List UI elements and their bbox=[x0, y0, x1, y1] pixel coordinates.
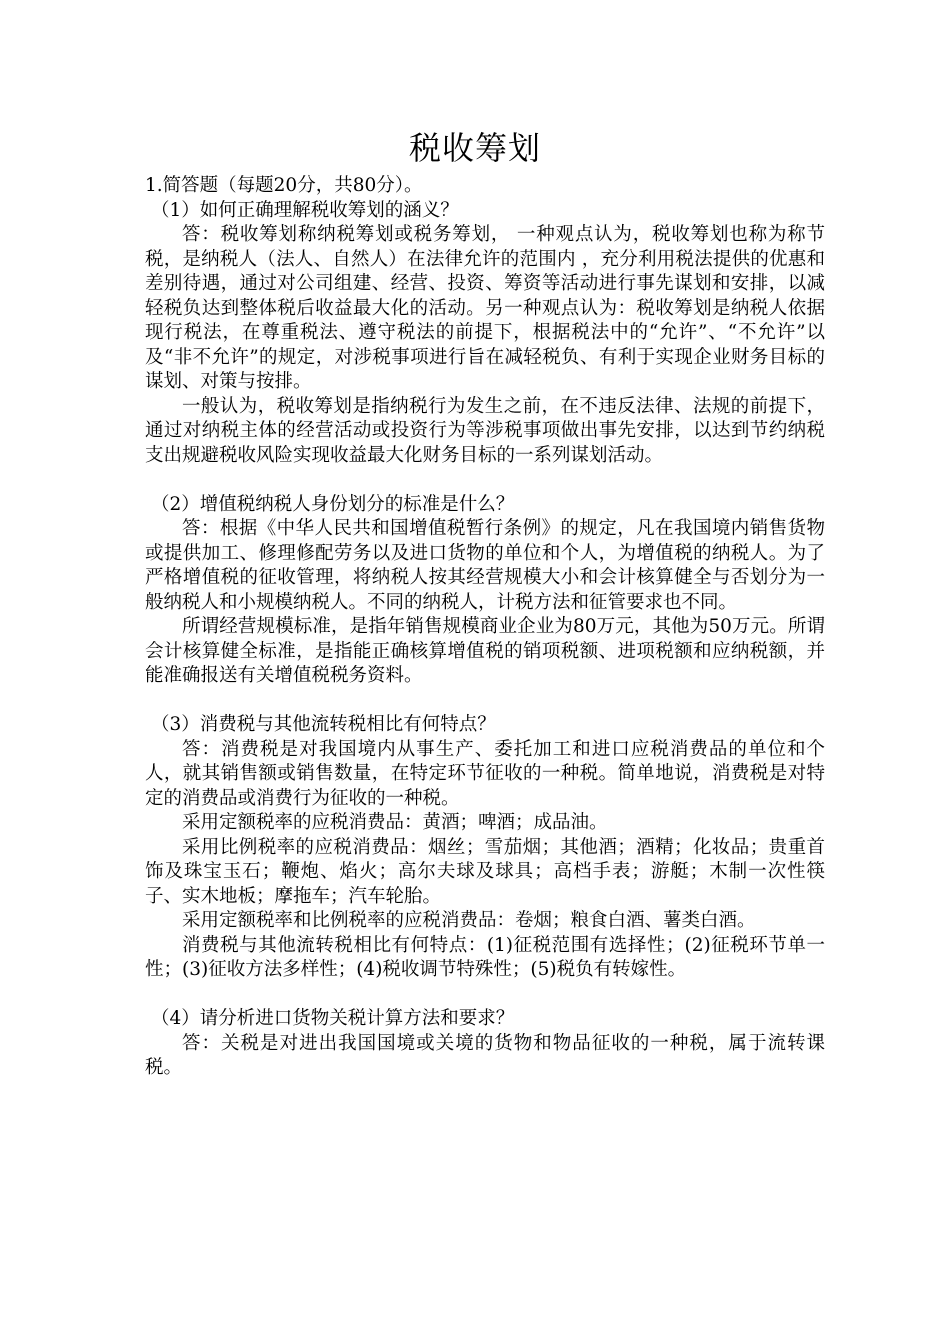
answer-paragraph: 答：关税是对进出我国国境或关境的货物和物品征收的一种税，属于流转课税。 bbox=[145, 1032, 825, 1078]
answer-paragraph: 所谓经营规模标准，是指年销售规模商业企业为80万元，其他为50万元。所谓会计核算健全标准，是指能正确核算增值税的销项税额、进项税额和应纳税额，并能准确报送有关增值税税务资料。 bbox=[145, 616, 825, 686]
question-heading: （4）请分析进口货物关税计算方法和要求？ bbox=[151, 1008, 515, 1029]
question-heading: （2）增值税纳税人身份划分的标准是什么？ bbox=[151, 493, 515, 515]
answer-paragraph: 答：根据《中华人民共和国增值税暂行条例》的规定，凡在我国境内销售货物或提供加工、修理修配劳务以及进口货物的单位和个人，为增值税的纳税人。为了严格增值税的征收管理，将纳税人按其经营规模大小和会计核算健全与否划分为一般纳税人和小规模纳税人。不同的纳税人，计税方法和征管要求也不同。 bbox=[145, 518, 825, 613]
answer-paragraph: 答：税收筹划称纳税筹划或税务筹划， 一种观点认为，税收筹划也称为称节税，是纳税人（法人、自然人）在法律允许的范围内 ，充分利用税法提供的优惠和差别待遇，通过对公司组建、经营、投资、筹资等活动进行事先谋划和安排，以减轻税负达到整体税后收益最大化的活动。另一种观点认为：税收筹划是纳税人依据现行税法，在尊重税法、遵守税法的前提下，根据税法中的“允许”、“不允许”以及“非不允许”的规定，对涉税事项进行旨在减轻税负、有利于实现企业财务目标的谋划、对策与按排。 bbox=[145, 224, 825, 392]
paragraph-gap bbox=[145, 468, 825, 493]
question-heading: （3）消费税与其他流转税相比有何特点？ bbox=[151, 714, 496, 735]
page-title: 税收筹划 bbox=[408, 129, 541, 167]
answer-paragraph: 采用比例税率的应税消费品：烟丝；雪茄烟；其他酒；酒精；化妆品；贵重首饰及珠宝玉石；鞭炮、焰火；高尔夫球及球具；高档手表；游艇；木制一次性筷子、实木地板；摩拖车；汽车轮胎。 bbox=[145, 836, 825, 907]
answer-paragraph: 一般认为，税收筹划是指纳税行为发生之前，在不违反法律、法规的前提下，通过对纳税主体的经营活动或投资行为等涉税事项做出事先安排，以达到节约纳税支出规避税收风险实现收益最大化财务目标的一系列谋划活动。 bbox=[145, 395, 825, 466]
document-body bbox=[145, 174, 825, 1081]
paragraph-gap bbox=[145, 983, 825, 1008]
answer-paragraph: 消费税与其他流转税相比有何特点：(1)征税范围有选择性；(2)征税环节单一性；(3)征收方法多样性；(4)税收调节特殊性；(5)税负有转嫁性。 bbox=[145, 934, 825, 980]
answer-paragraph: 采用定额税率的应税消费品：黄酒；啤酒；成品油。 bbox=[182, 812, 608, 833]
section-heading: 1.简答题（每题20分，共80分）。 bbox=[145, 175, 423, 196]
answer-paragraph: 采用定额税率和比例税率的应税消费品：卷烟；粮食白酒、薯类白酒。 bbox=[182, 910, 756, 931]
question-heading: （1）如何正确理解税收筹划的涵义？ bbox=[151, 199, 459, 221]
paragraph-gap bbox=[145, 689, 825, 714]
answer-paragraph: 答：消费税是对我国境内从事生产、委托加工和进口应税消费品的单位和个人，就其销售额或销售数量，在特定环节征收的一种税。简单地说，消费税是对特定的消费品或消费行为征收的一种税。 bbox=[145, 738, 825, 809]
